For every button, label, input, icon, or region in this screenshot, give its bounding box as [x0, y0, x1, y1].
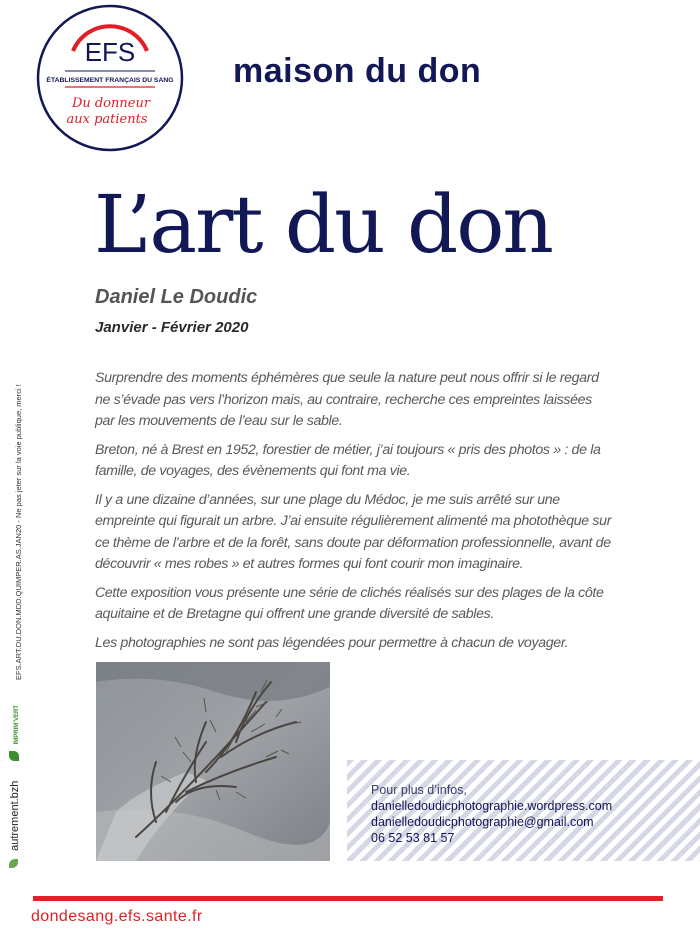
page-title: L’art du don — [94, 178, 552, 271]
paragraph: Surprendre des moments éphémères que seule la nature peut nous offrir si le regard ne s’évade pas vers l’horizon mais, au contraire, recherche ces empreintes laissées par les mouvements de l’eau sur le sable. — [95, 370, 599, 429]
svg-text:Du donneur: Du donneur — [71, 96, 151, 111]
efs-logo — [35, 3, 185, 153]
contact-info-box — [347, 760, 700, 861]
author-name: Daniel Le Doudic — [95, 286, 258, 308]
maison-du-don-title: maison du don — [233, 52, 482, 90]
footer-url[interactable]: dondesang.efs.sante.fr — [31, 908, 203, 925]
printer-branding — [3, 688, 19, 868]
leaf-icon — [9, 859, 18, 868]
sand-tree-photo — [96, 662, 330, 861]
footer-divider — [33, 896, 663, 901]
email-link[interactable]: danielledoudicphotographie@gmail.com — [371, 815, 594, 829]
imprimvert-leaf-icon — [9, 751, 19, 761]
imprimvert-text: IMPRIM’VERT — [14, 705, 20, 745]
paragraph: Il y a une dizaine d’années, sur une plage du Médoc, je me suis arrêté sur une empreinte qui figurait un arbre. J’ai ensuite régulièrement alimenté ma photothèque sur ce thème de l’arbre et de la forêt, sans doute par déformation professionnelle, avant de découvrir « mes robes » et autres formes qui font courir mon imaginaire. — [95, 491, 612, 572]
phone-number: 06 52 53 81 57 — [371, 831, 455, 845]
logo-acronym: EFS — [84, 37, 136, 67]
logo-org-name: ÉTABLISSEMENT FRANÇAIS DU SANG — [46, 77, 174, 84]
svg-text:aux patients: aux patients — [66, 112, 148, 127]
paragraph: Les photographies ne sont pas légendées pour permettre à chacun de voyager. — [95, 634, 569, 651]
legal-vertical-text: EFS.ART.DU.DON.MDD.QUIMPER.AS.JAN20 - Ne pas jeter sur la voie publique, merci ! — [14, 384, 23, 680]
info-label: Pour plus d’infos, — [371, 783, 467, 797]
website-link[interactable]: danielledoudicphotographie.wordpress.com — [371, 799, 613, 813]
paragraph: Breton, né à Brest en 1952, forestier de métier, j’ai toujours « pris des photos » : de la famille, de voyages, des évènements qui font ma vie. — [95, 441, 601, 479]
description — [95, 368, 613, 661]
paragraph: Cette exposition vous présente une série de clichés réalisés sur des plages de la côte aquitaine et de Bretagne qui offrent une grande diversité de sables. — [95, 584, 604, 622]
brand-text: autrement.bzh — [9, 780, 21, 851]
exhibition-dates: Janvier - Février 2020 — [95, 319, 249, 336]
